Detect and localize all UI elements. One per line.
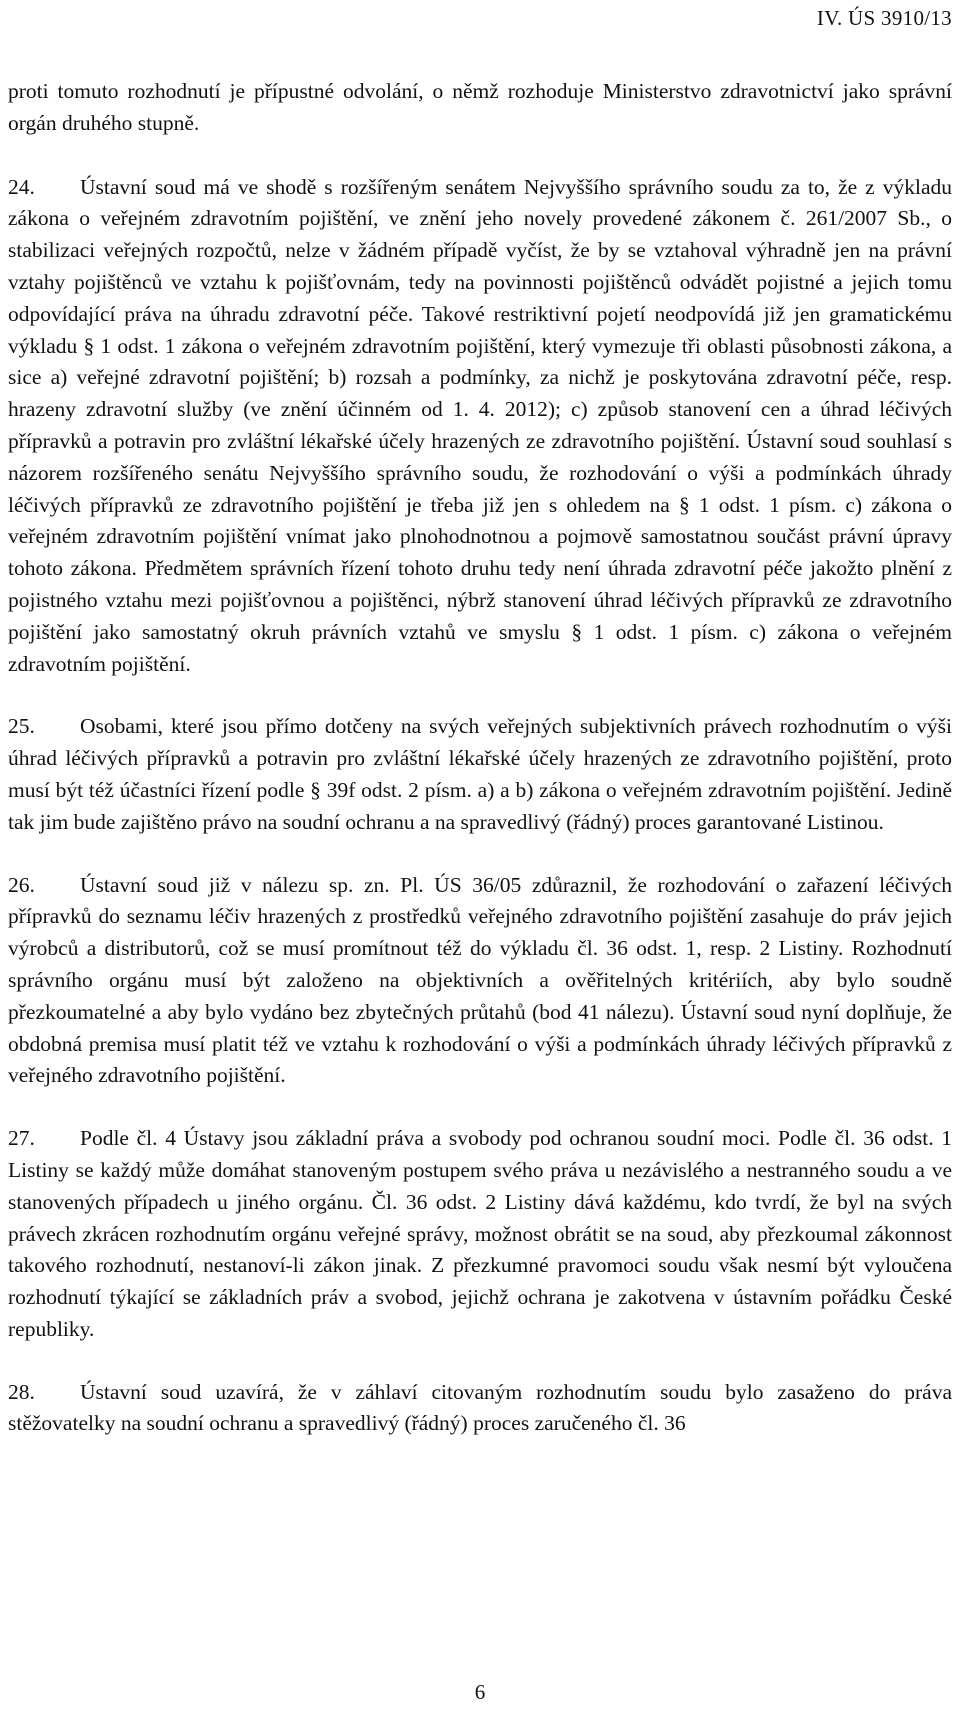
paragraph-text: Ústavní soud již v nálezu sp. zn. Pl. ÚS 36/05 zdůraznil, že rozhodování o zařazení léčivých přípravků do seznamu léčiv hrazených z prostředků veřejného zdravotního pojištění zasahuje do práv jejich výrobců a distributorů, což se musí promítnout též do výkladu čl. 36 odst. 1, resp. 2 Listiny. Rozhodnutí správního orgánu musí být založeno na objektivních a ověřitelných kritériích, aby bylo soudně přezkoumatelné a aby bylo vydáno bez zbytečných průtahů (bod 41 nálezu). Ústavní soud nyní doplňuje, že obdobná premisa musí platit též ve vztahu k rozhodování o výši a podmínkách úhrady léčivých přípravků z veřejného zdravotního pojištění. — [8, 872, 952, 1088]
paragraph-25 — [8, 711, 952, 838]
paragraph-text: Ústavní soud uzavírá, že v záhlaví citovaným rozhodnutím soudu bylo zasaženo do práva stěžovatelky na soudní ochranu a spravedlivý (řádný) proces zaručeného čl. 36 — [8, 1379, 952, 1436]
paragraph-number: 25. — [8, 714, 35, 739]
paragraph-text: Ústavní soud má ve shodě s rozšířeným senátem Nejvyššího správního soudu za to, že z výkladu zákona o veřejném zdravotním pojištění, ve znění jeho novely provedené zákonem č. 261/2007 Sb., o stabilizaci veřejných rozpočtů, nelze v žádném případě vyčíst, že by se vztahoval výhradně jen na právní vztahy pojištěnců ve vztahu k pojišťovnám, tedy na povinnosti pojištěnců odvádět pojistné a jejich tomu odpovídající práva na úhradu zdravotní péče. Takové restriktivní pojetí neodpovídá již jen gramatickému výkladu § 1 odst. 1 zákona o veřejném zdravotním pojištění, který vymezuje tři oblasti působnosti zákona, a sice a) veřejné zdravotní pojištění; b) rozsah a podmínky, za nichž je poskytována zdravotní péče, resp. hrazeny zdravotní služby (ve znění účinném od 1. 4. 2012); c) způsob stanovení cen a úhrad léčivých přípravků a potravin pro zvláštní lékařské účely hrazených ze zdravotního pojištění. Ústavní soud souhlasí s názorem rozšířeného senátu Nejvyššího správního soudu, že rozhodování o výši a podmínkách úhrady léčivých přípravků ze zdravotního pojištění je třeba již jen s ohledem na § 1 odst. 1 písm. c) zákona o veřejném zdravotním pojištění vnímat jako plnohodnotnou a pojmově samostatnou součást právní úpravy tohoto zákona. Předmětem správních řízení tohoto druhu tedy není úhrada zdravotní péče jakožto plnění z pojistného vztahu mezi pojišťovnou a pojištěnci, nýbrž stanovení úhrad léčivých přípravků ze zdravotního pojištění jako samostatný okruh právních vztahů ve smyslu § 1 odst. 1 písm. c) zákona o veřejném zdravotním pojištění. — [8, 174, 952, 676]
paragraph-number: 28. — [8, 1379, 35, 1404]
paragraph-text: Podle čl. 4 Ústavy jsou základní práva a svobody pod ochranou soudní moci. Podle čl. 36 odst. 1 Listiny se každý může domáhat stanoveným postupem svého práva u nezávislého a nestranného soudu a ve stanovených případech u jiného orgánu. Čl. 36 odst. 2 Listiny dává každému, kdo tvrdí, že byl na svých právech zkrácen rozhodnutím orgánu veřejné správy, možnost obrátit se na soud, aby přezkoumal zákonnost takového rozhodnutí, nestanoví-li zákon jinak. Z přezkumné pravomoci soudu však nesmí být vyloučena rozhodnutí týkající se základních práv a svobod, jejichž ochrana je zakotvena v ústavním pořádku České republiky. — [8, 1126, 952, 1341]
case-number-header: IV. ÚS 3910/13 — [816, 6, 952, 30]
paragraph-text: Osobami, které jsou přímo dotčeny na svých veřejných subjektivních právech rozhodnutím o výši úhrad léčivých přípravků a potravin pro zvláštní lékařské účely hrazených ze zdravotního pojištění, proto musí být též účastníci řízení podle § 39f odst. 2 písm. a) a b) zákona o veřejném zdravotním pojištění. Jedině tak jim bude zajištěno právo na soudní ochranu a na spravedlivý (řádný) proces garantované Listinou. — [8, 714, 952, 834]
paragraph-26 — [8, 870, 952, 1093]
page-number: 6 — [474, 1680, 486, 1704]
paragraph-24 — [8, 172, 952, 681]
paragraph-28 — [8, 1377, 952, 1441]
paragraph-text: proti tomuto rozhodnutí je přípustné odvolání, o němž rozhoduje Ministerstvo zdravotnictví jako správní orgán druhého stupně. — [8, 79, 952, 135]
paragraph-number: 27. — [8, 1126, 35, 1151]
paragraph-continuation — [8, 76, 952, 140]
paragraph-number: 26. — [8, 872, 35, 897]
paragraph-27 — [8, 1123, 952, 1346]
document-body — [8, 76, 952, 1471]
paragraph-number: 24. — [8, 174, 35, 199]
